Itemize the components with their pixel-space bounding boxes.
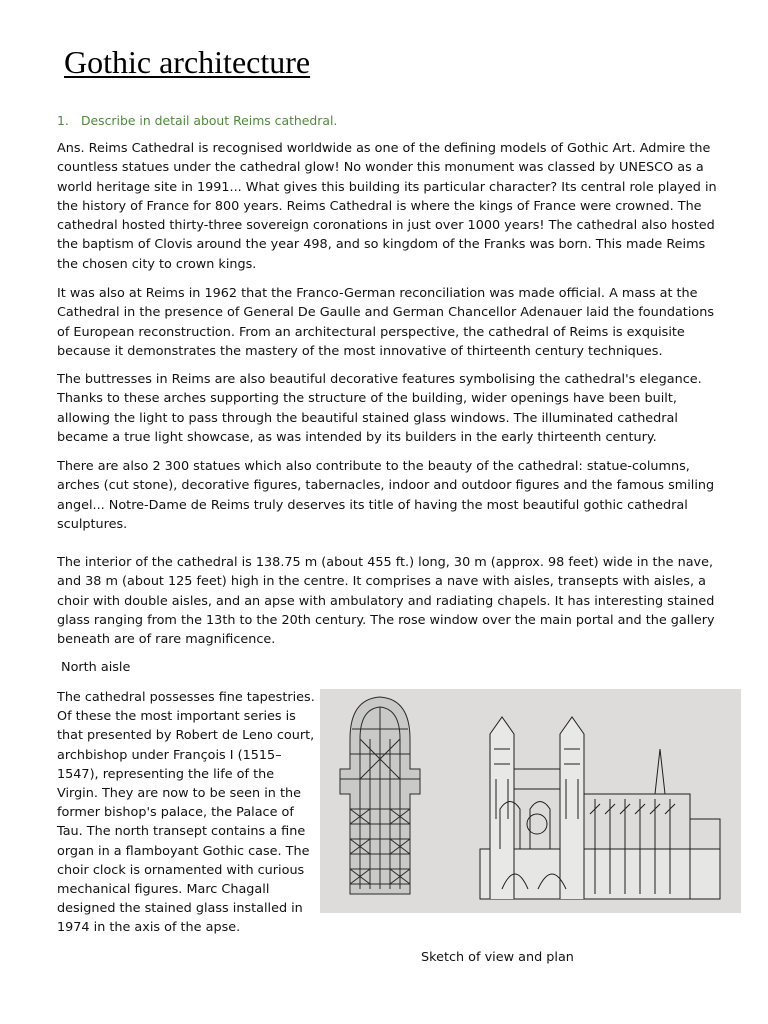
page-title: Gothic architecture [64,44,311,80]
paragraph-intro: Ans. Reims Cathedral is recognised worldwide as one of the defining models of Gothic Art. Admire the countless statues under the cathedral glow! No wonder this monument was classed by UNESCO as a world heritage site in 1991... What gives this building its particular character? Its central role played in the history of France for 800 years. Reims Cathedral is where the kings of France were crowned. The cathedral hosted thirty-three sovereign coronations in just over 1000 years! The cathedral also hosted the baptism of Clovis around the year 498, and so kingdom of the Franks was born. This made Reims the chosen city to crown kings. [57,141,717,272]
figure-caption: Sketch of view and plan [421,950,574,965]
question-text: Describe in detail about Reims cathedral. [81,113,338,128]
floor-plan-sketch [340,697,420,894]
north-aisle-heading: North aisle [61,660,131,675]
paragraph-buttresses: The buttresses in Reims are also beautiful decorative features symbolising the cathedral's elegance. Thanks to these arches supporting the structure of the building, wider openings have been built, allowing the light to pass through the beautiful stained glass windows. The illuminated cathedral became a true light showcase, as was intended by its builders in the early thirteenth century. [57,372,702,445]
cathedral-sketch-drawing [320,689,741,913]
cathedral-sketch-image [320,689,741,913]
north-aisle-text: The cathedral possesses fine tapestries. Of these the most important series is that presented by Robert de Leno court, archbishop under François I (1515–1547), representing the life of the Virgin. They are now to be seen in the former bishop's palace, the Palace of Tau. The north transept contains a fine organ in a flamboyant Gothic case. The choir clock is ornamented with curious mechanical figures. Marc Chagall designed the stained glass installed in 1974 in the axis of the apse. [57,690,315,936]
paragraph-reconciliation: It was also at Reims in 1962 that the Franco-German reconciliation was made official. A mass at the Cathedral in the presence of General De Gaulle and German Chancellor Adenauer laid the foundations of European reconstruction. From an architectural perspective, the cathedral of Reims is exquisite because it demonstrates the mastery of the most innovative of thirteenth century techniques. [57,286,714,359]
question-number: 1. [57,113,69,128]
paragraph-interior: The interior of the cathedral is 138.75 m (about 455 ft.) long, 30 m (approx. 98 feet) wide in the nave, and 38 m (about 125 feet) high in the centre. It comprises a nave with aisles, transepts with aisles, a choir with double aisles, and an apse with ambulatory and radiating chapels. It has interesting stained glass ranging from the 13th to the 20th century. The rose window over the main portal and the gallery beneath are of rare magnificence. [57,555,715,648]
paragraph-statues: There are also 2 300 statues which also contribute to the beauty of the cathedral: statue-columns, arches (cut stone), decorative figures, tabernacles, indoor and outdoor figures and the famous smiling angel... Notre-Dame de Reims truly deserves its title of having the most beautiful gothic cathedral sculptures. [57,459,715,532]
question-1 [57,113,337,128]
